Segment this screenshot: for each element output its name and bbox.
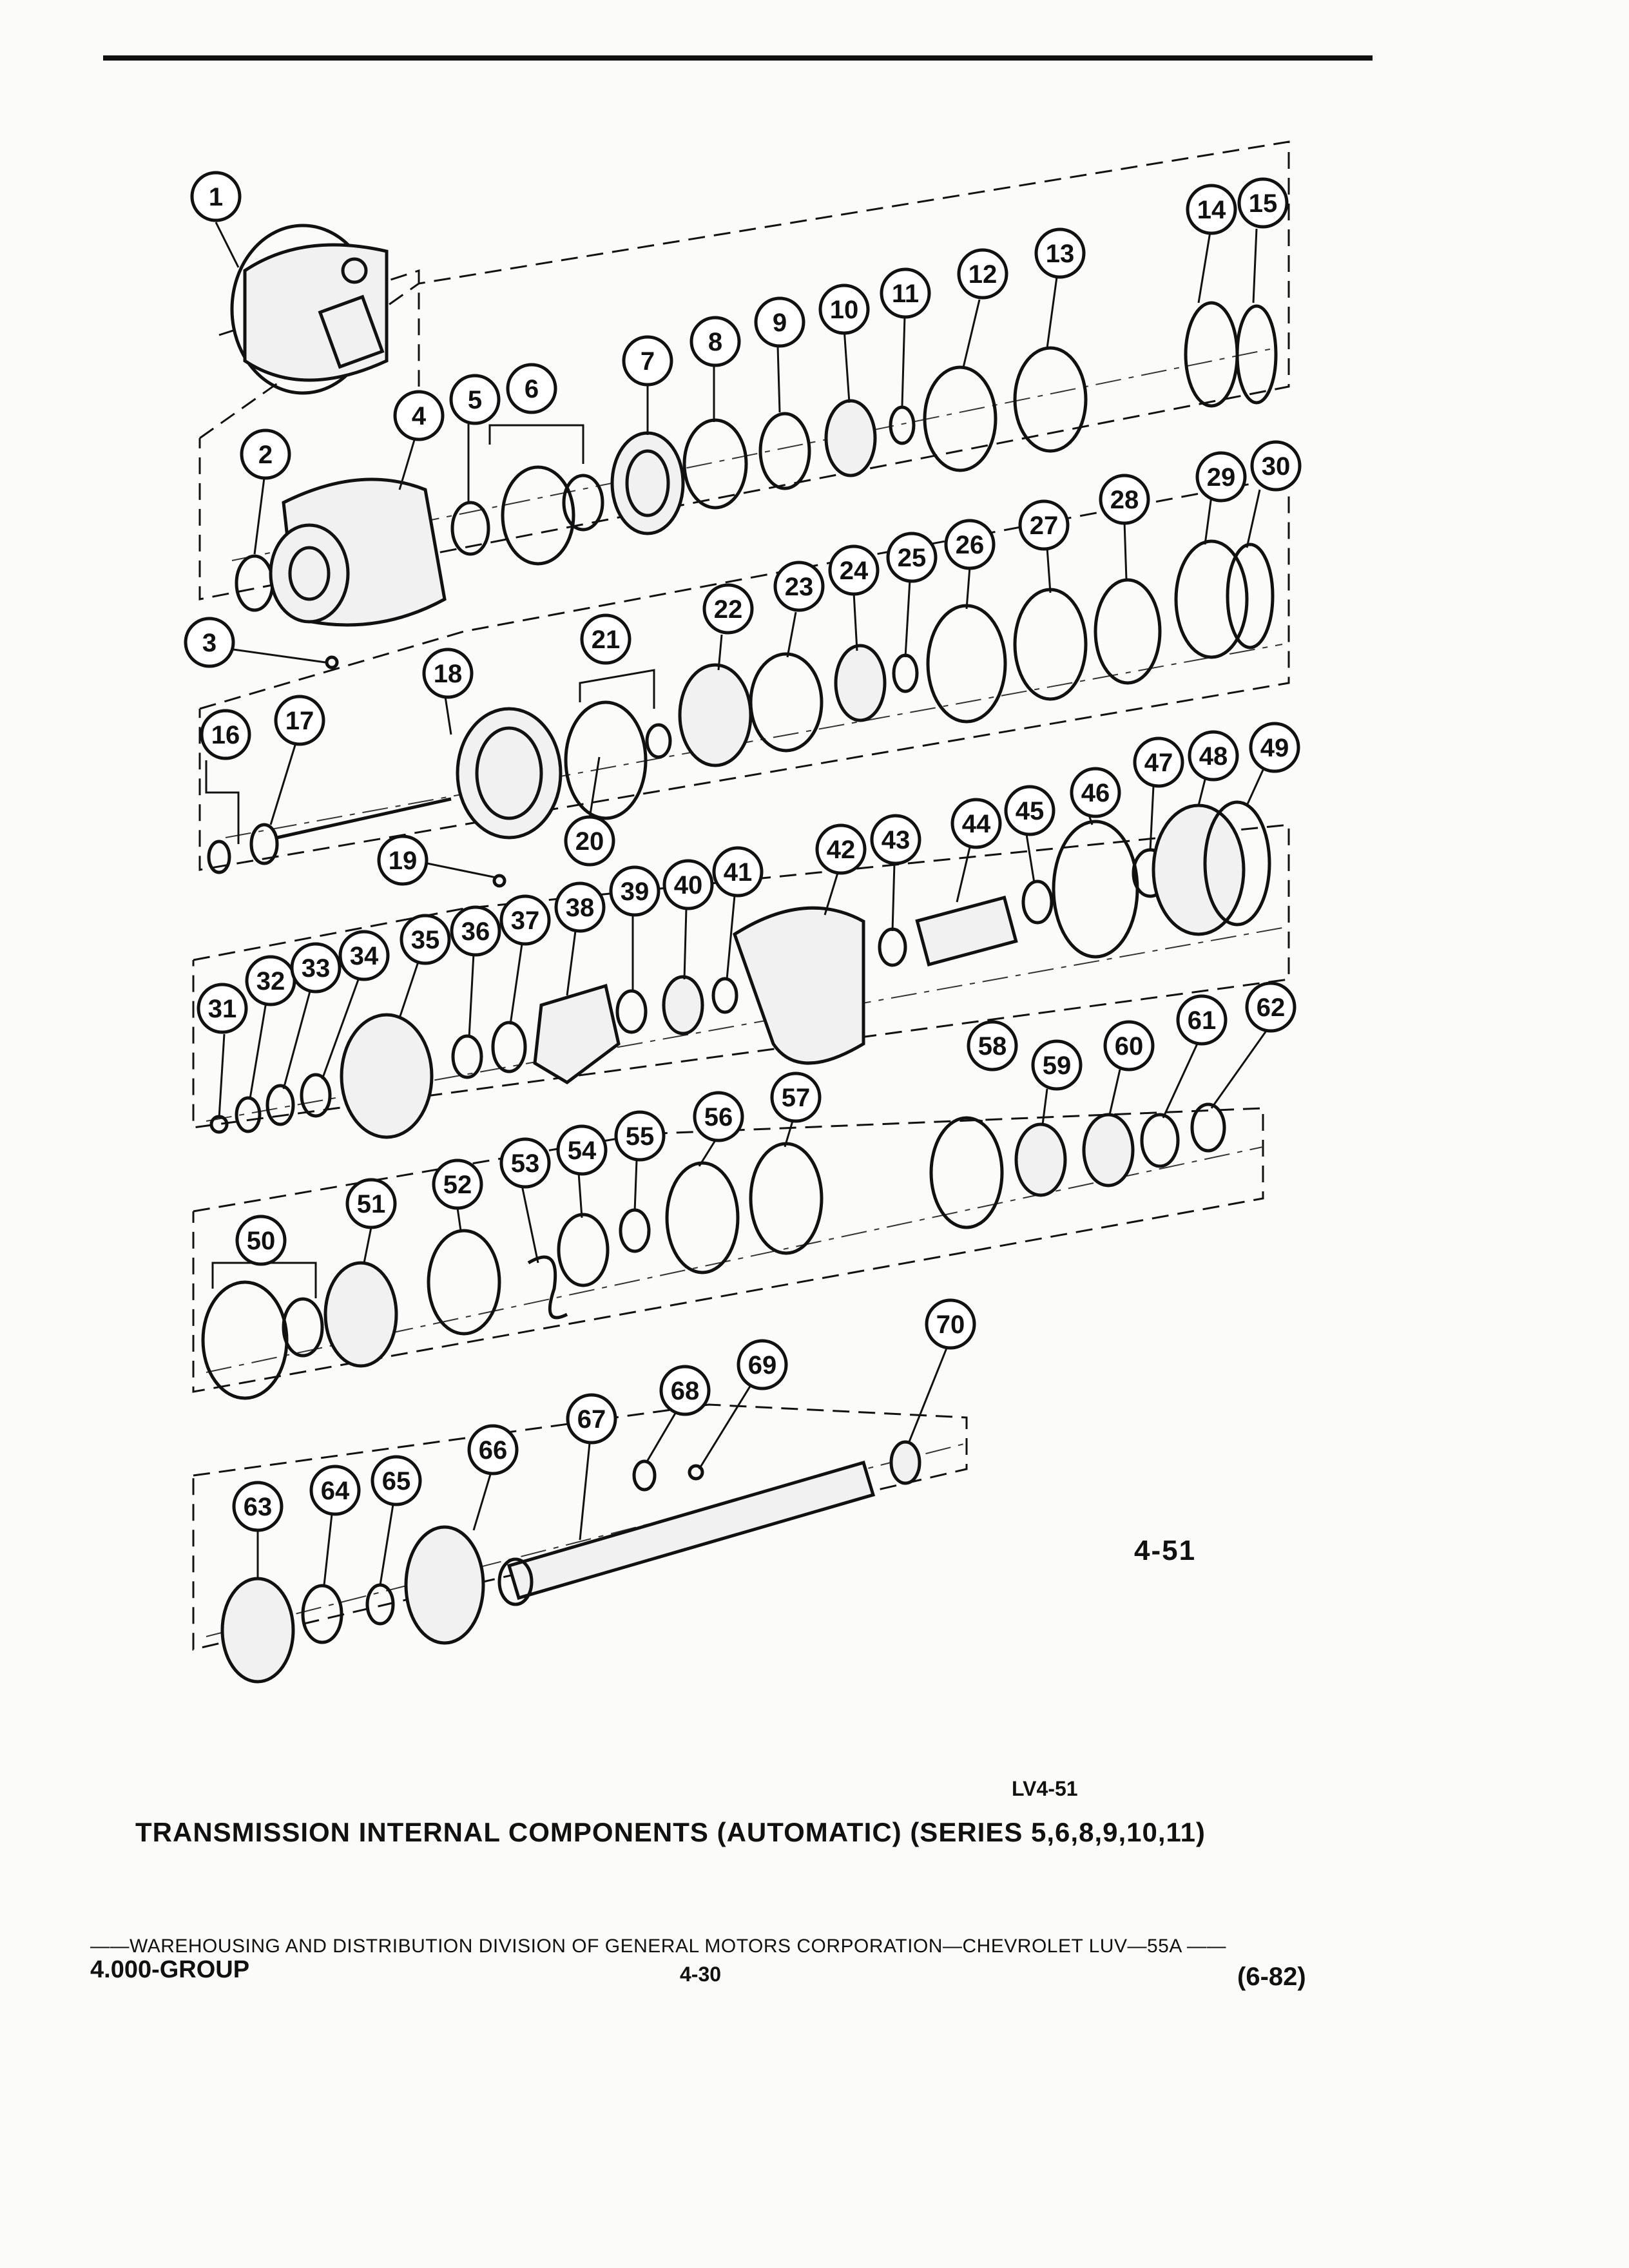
svg-text:66: 66	[478, 1436, 508, 1465]
part-11-snap-ring	[891, 407, 914, 443]
callout-5	[451, 376, 499, 423]
callout-45	[1006, 787, 1054, 834]
svg-text:62: 62	[1256, 994, 1286, 1022]
svg-text:22: 22	[713, 595, 743, 624]
callout-31	[198, 985, 246, 1032]
callout-42	[817, 825, 865, 873]
part-70-bushing	[891, 1442, 920, 1483]
svg-text:68: 68	[670, 1377, 700, 1405]
svg-text:42: 42	[826, 836, 856, 864]
figure-code: LV4-51	[1012, 1777, 1078, 1800]
part-6-seal-small	[564, 476, 602, 530]
part-22-piston	[680, 665, 751, 765]
svg-text:36: 36	[461, 918, 490, 946]
svg-text:25: 25	[897, 544, 927, 572]
callout-44	[952, 800, 1000, 847]
part-58-ring	[931, 1118, 1002, 1227]
part-24-hub	[836, 646, 885, 720]
part-3-check-ball	[327, 657, 337, 668]
svg-text:38: 38	[565, 894, 595, 922]
callout-64	[311, 1466, 359, 1514]
callout-21	[582, 615, 630, 663]
figure-caption: TRANSMISSION INTERNAL COMPONENTS (AUTOMATIC) (SERIES 5,6,8,9,10,11)	[135, 1817, 1206, 1847]
part-38-carrier	[535, 986, 619, 1082]
figure-number: 4-51	[1134, 1535, 1197, 1566]
svg-text:52: 52	[443, 1171, 472, 1199]
part-36-washer	[453, 1036, 481, 1077]
callout-46	[1072, 769, 1119, 816]
callout-29	[1197, 453, 1245, 501]
callout-10	[820, 285, 868, 333]
svg-text:28: 28	[1110, 486, 1139, 514]
svg-text:49: 49	[1260, 734, 1289, 762]
part-61-ring	[1142, 1115, 1178, 1166]
callout-6	[508, 365, 555, 412]
callout-3	[186, 619, 233, 666]
callout-23	[775, 562, 823, 610]
callout-19	[379, 836, 427, 884]
part-28-plate	[1095, 580, 1160, 683]
svg-text:24: 24	[839, 557, 869, 585]
callout-40	[664, 861, 712, 908]
footer-date: (6-82)	[1237, 1963, 1306, 1991]
callout-28	[1101, 476, 1148, 523]
leader-lines	[206, 222, 1266, 1585]
centerline-row-2	[226, 644, 1282, 838]
callout-63	[234, 1483, 282, 1530]
svg-text:65: 65	[381, 1467, 411, 1495]
part-63-gear	[222, 1579, 293, 1682]
svg-text:45: 45	[1015, 797, 1045, 825]
callout-33	[292, 944, 340, 992]
callout-30	[1252, 442, 1300, 490]
callout-17	[276, 697, 323, 744]
svg-text:35: 35	[410, 926, 440, 954]
part-25-ring	[894, 655, 917, 691]
callout-55	[616, 1112, 664, 1160]
svg-text:11: 11	[891, 280, 920, 308]
svg-text:67: 67	[577, 1405, 606, 1434]
part-12-plate	[925, 367, 996, 470]
part-10-hub	[826, 401, 875, 476]
callout-43	[872, 816, 920, 863]
svg-text:70: 70	[936, 1311, 965, 1339]
part-4-clutch-drum	[271, 479, 445, 625]
part-55-ring	[621, 1210, 649, 1251]
callout-4	[395, 392, 443, 439]
svg-text:10: 10	[829, 296, 859, 324]
callout-69	[738, 1341, 786, 1389]
callout-25	[888, 533, 936, 581]
callout-34	[340, 932, 388, 979]
svg-text:33: 33	[301, 954, 331, 983]
part-64-ring	[303, 1586, 342, 1642]
callout-60	[1105, 1022, 1153, 1070]
svg-text:63: 63	[243, 1493, 273, 1521]
part-17-ring	[251, 825, 277, 863]
part-37-bearing	[493, 1023, 525, 1072]
callout-39	[611, 867, 659, 915]
callout-32	[247, 957, 294, 1004]
part-60-roller-clutch	[1084, 1115, 1133, 1186]
callout-61	[1178, 996, 1226, 1044]
part-41-ring	[713, 979, 737, 1012]
svg-text:46: 46	[1081, 779, 1110, 807]
svg-text:9: 9	[772, 309, 787, 337]
part-8-spring-retainer	[684, 420, 746, 508]
svg-text:54: 54	[567, 1137, 597, 1165]
callout-8	[691, 318, 739, 365]
svg-text:5: 5	[467, 386, 483, 414]
footer-source-line: ——WAREHOUSING AND DISTRIBUTION DIVISION OF GENERAL MOTORS CORPORATION—CHEVROLET LUV—55A ——	[90, 1936, 1227, 1957]
svg-text:53: 53	[510, 1149, 540, 1178]
svg-text:47: 47	[1144, 749, 1173, 777]
svg-text:64: 64	[320, 1477, 350, 1505]
callout-41	[714, 848, 762, 896]
part-2-seal	[236, 556, 273, 610]
callout-9	[756, 298, 804, 346]
part-56-plate	[667, 1163, 738, 1273]
callout-62	[1247, 983, 1295, 1031]
svg-text:51: 51	[356, 1190, 386, 1218]
svg-text:59: 59	[1042, 1052, 1072, 1080]
part-46-snap-ring	[1054, 822, 1137, 957]
part-45-ring	[1023, 881, 1052, 923]
svg-text:55: 55	[625, 1122, 655, 1151]
svg-text:41: 41	[723, 858, 753, 887]
callout-67	[568, 1395, 615, 1443]
svg-text:2: 2	[258, 441, 273, 469]
svg-text:34: 34	[349, 942, 379, 970]
svg-text:32: 32	[256, 967, 285, 995]
part-21-seal-small	[647, 725, 670, 757]
callout-70	[927, 1300, 974, 1348]
part-14-plate	[1186, 303, 1237, 406]
part-50-seal-large	[203, 1282, 287, 1398]
part-23-retainer	[751, 654, 822, 751]
part-34-ring	[302, 1075, 330, 1116]
svg-text:56: 56	[704, 1103, 733, 1131]
part-59-race	[1016, 1124, 1065, 1195]
callout-56	[695, 1093, 742, 1140]
callout-48	[1190, 732, 1237, 780]
svg-text:58: 58	[978, 1032, 1007, 1061]
svg-text:60: 60	[1114, 1032, 1144, 1061]
callout-47	[1135, 738, 1182, 786]
callout-1	[192, 173, 240, 220]
callout-27	[1020, 501, 1068, 549]
svg-text:15: 15	[1248, 189, 1278, 218]
part-67-output-shaft	[499, 1463, 873, 1604]
svg-text:13: 13	[1045, 240, 1075, 268]
callout-26	[946, 521, 994, 568]
svg-text:39: 39	[620, 878, 650, 906]
footer-group: 4.000-GROUP	[90, 1956, 250, 1983]
svg-text:30: 30	[1261, 452, 1291, 481]
part-68-ring	[634, 1461, 655, 1490]
part-35-gear-drum	[342, 1015, 432, 1137]
svg-text:37: 37	[510, 907, 540, 935]
svg-text:44: 44	[961, 810, 991, 838]
part-44-sun-gear	[917, 898, 1016, 965]
callout-38	[556, 883, 604, 931]
part-43-ring	[880, 929, 905, 965]
callout-22	[704, 585, 752, 633]
svg-text:43: 43	[881, 826, 911, 854]
svg-text:61: 61	[1187, 1006, 1217, 1035]
svg-text:1: 1	[208, 183, 224, 211]
part-50-seal-small	[284, 1299, 322, 1356]
part-27-plate	[1015, 590, 1086, 699]
callout-50	[237, 1216, 285, 1264]
part-1-brake-band	[232, 226, 387, 393]
part-6-seal-large	[503, 467, 574, 564]
svg-text:7: 7	[640, 347, 655, 376]
part-33-ring	[267, 1086, 293, 1124]
svg-text:69: 69	[747, 1351, 777, 1379]
svg-text:21: 21	[591, 626, 621, 654]
callout-24	[830, 546, 878, 594]
part-7-piston	[612, 433, 683, 533]
callout-54	[558, 1126, 606, 1174]
part-40-gear	[664, 977, 702, 1033]
callout-20	[566, 817, 613, 865]
svg-text:57: 57	[781, 1084, 811, 1112]
part-26-plate	[928, 606, 1005, 722]
svg-text:16: 16	[211, 721, 240, 749]
callout-12	[959, 250, 1007, 298]
svg-text:8: 8	[708, 328, 723, 356]
callout-53	[501, 1139, 549, 1187]
part-52-retainer	[429, 1231, 499, 1334]
callout-58	[969, 1022, 1016, 1070]
callout-65	[372, 1457, 420, 1504]
callout-59	[1033, 1041, 1081, 1089]
part-48-carrier	[1153, 805, 1244, 934]
callout-36	[452, 907, 499, 955]
svg-text:31: 31	[207, 995, 237, 1023]
callout-11	[882, 269, 929, 317]
callout-68	[661, 1367, 709, 1414]
svg-text:29: 29	[1206, 463, 1236, 492]
svg-text:3: 3	[202, 629, 217, 657]
part-30-ring	[1228, 544, 1273, 648]
svg-text:6: 6	[524, 375, 539, 403]
part-57-plate	[751, 1144, 822, 1253]
part-16-ring	[209, 841, 229, 872]
callout-51	[347, 1180, 395, 1227]
callout-49	[1251, 724, 1298, 771]
callout-57	[772, 1073, 820, 1121]
svg-text:26: 26	[955, 531, 985, 559]
svg-text:20: 20	[575, 827, 604, 856]
callout-13	[1036, 229, 1084, 277]
svg-text:27: 27	[1029, 512, 1059, 540]
svg-text:48: 48	[1199, 742, 1228, 771]
footer-page-number: 4-30	[680, 1963, 722, 1986]
callout-52	[434, 1160, 481, 1208]
svg-text:14: 14	[1197, 196, 1226, 224]
callout-2	[242, 430, 289, 478]
part-66-ring-gear	[406, 1527, 483, 1643]
callout-16	[202, 711, 249, 758]
svg-text:18: 18	[433, 660, 463, 688]
callout-14	[1188, 186, 1235, 233]
callout-15	[1239, 179, 1287, 227]
part-54-ring	[559, 1215, 608, 1285]
svg-text:12: 12	[968, 260, 998, 289]
callout-66	[469, 1426, 517, 1474]
part-42-shell	[735, 908, 863, 1063]
svg-text:19: 19	[388, 847, 418, 875]
callout-7	[624, 337, 671, 385]
svg-text:50: 50	[246, 1227, 276, 1255]
svg-text:17: 17	[285, 707, 314, 735]
part-39-washer	[617, 991, 646, 1032]
svg-text:4: 4	[411, 402, 427, 430]
part-51-piston	[325, 1263, 396, 1366]
callout-18	[424, 649, 472, 697]
callout-37	[501, 896, 549, 944]
callout-35	[401, 916, 449, 963]
svg-text:23: 23	[784, 573, 814, 601]
svg-text:40: 40	[673, 871, 703, 899]
